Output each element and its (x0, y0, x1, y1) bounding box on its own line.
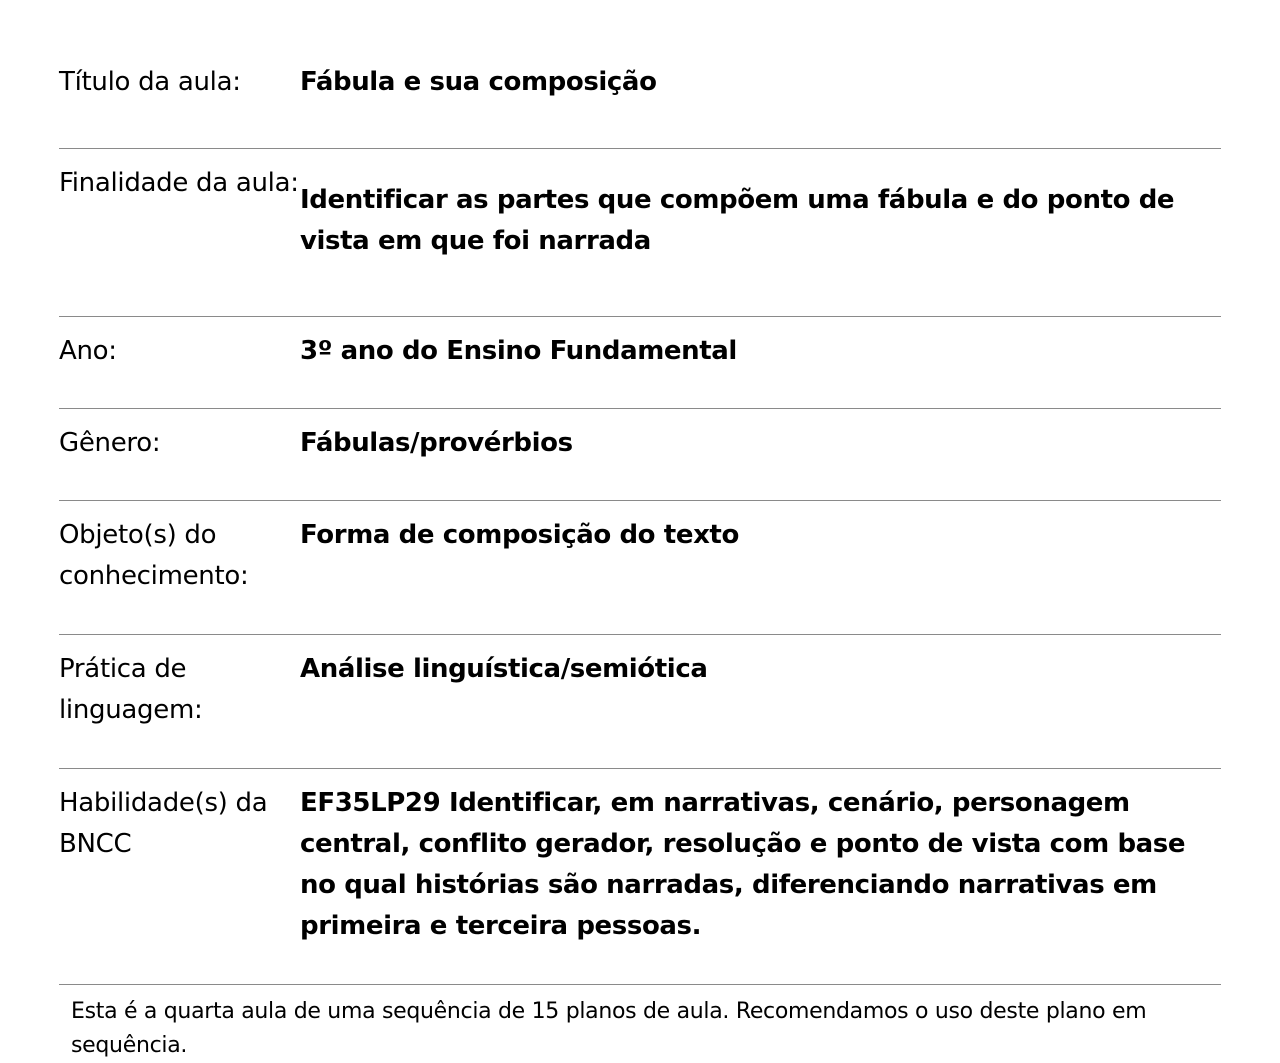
row-label: Habilidade(s) da BNCC (59, 769, 300, 985)
row-label: Objeto(s) do conhecimento: (59, 501, 300, 635)
row-label: Título da aula: (59, 40, 300, 149)
row-label: Prática de linguagem: (59, 635, 300, 769)
row-ano (59, 317, 1221, 409)
row-value: Fábulas/provérbios (300, 409, 1221, 501)
lesson-plan-sheet (59, 40, 1221, 1063)
sequence-note: Esta é a quarta aula de uma sequência de 15 planos de aula. Recomendamos o uso deste plano em sequência. (71, 999, 1147, 1058)
row-label: Gênero: (59, 409, 300, 501)
lesson-plan-table (59, 40, 1221, 985)
row-titulo (59, 40, 1221, 149)
row-label: Ano: (59, 317, 300, 409)
row-value: EF35LP29 Identificar, em narrativas, cenário, personagem central, conflito gerador, resolução e ponto de vista com base no qual histórias são narradas, diferenciando narrativas em primeira e terceira pessoas. (300, 769, 1221, 985)
row-value: Identificar as partes que compõem uma fábula e do ponto de vista em que foi narrada (300, 149, 1221, 317)
row-label: Finalidade da aula: (59, 149, 300, 317)
row-value: Forma de composição do texto (300, 501, 1221, 635)
row-value: 3º ano do Ensino Fundamental (300, 317, 1221, 409)
row-habilidade (59, 769, 1221, 985)
row-genero (59, 409, 1221, 501)
row-value: Fábula e sua composição (300, 40, 1221, 149)
row-value: Análise linguística/semiótica (300, 635, 1221, 769)
row-finalidade (59, 149, 1221, 317)
row-pratica (59, 635, 1221, 769)
row-objeto (59, 501, 1221, 635)
